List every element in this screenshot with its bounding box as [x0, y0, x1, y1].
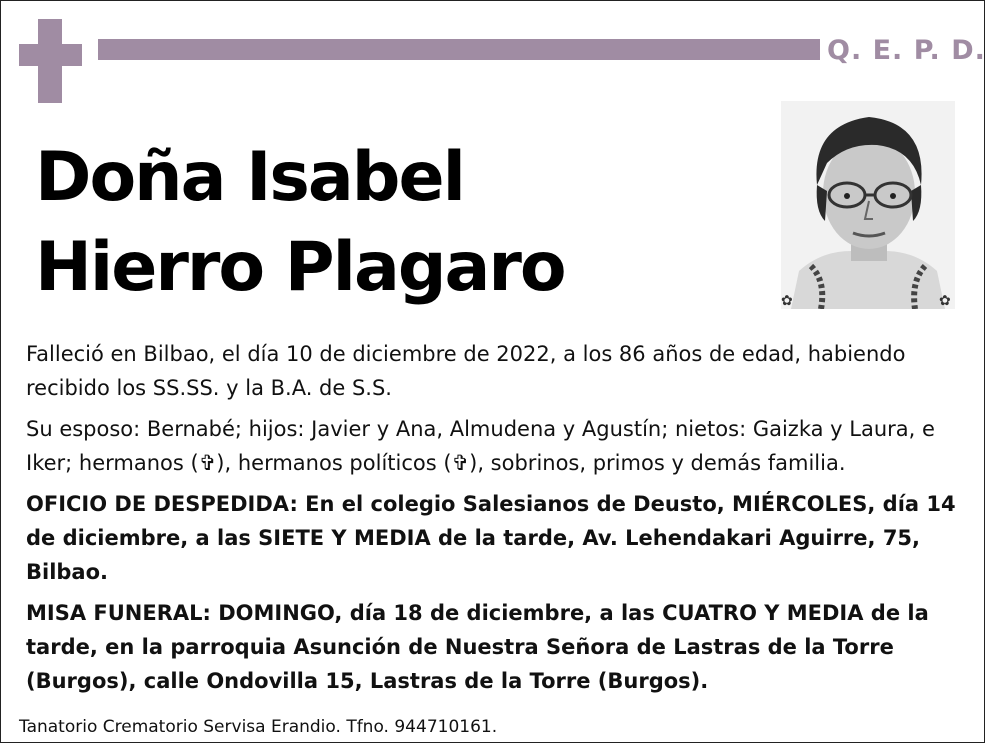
- obituary-text: [26, 337, 956, 705]
- qepd-label: Q. E. P. D.: [827, 35, 986, 66]
- deceased-name: [35, 133, 565, 313]
- deceased-name-line2: Hierro Plagaro: [35, 228, 565, 307]
- cross-icon: [19, 19, 82, 103]
- farewell-service: OFICIO DE DESPEDIDA: En el colegio Salesianos de Deusto, MIÉRCOLES, día 14 de diciembre, a las SIETE Y MEDIA de la tarde, Av. Lehendakari Aguirre, 75, Bilbao.: [26, 492, 956, 584]
- deceased-name-line1: Doña Isabel: [35, 138, 464, 217]
- deceased-photo: [781, 101, 955, 309]
- family-list: Su esposo: Bernabé; hijos: Javier y Ana, Almudena y Agustín; nietos: Gaizka y Laura, e Iker; hermanos (✞), hermanos políticos (✞), sobrinos, primos y demás familia.: [26, 417, 935, 475]
- funeral-mass: MISA FUNERAL: DOMINGO, día 18 de diciembre, a las CUATRO Y MEDIA de la tarde, en la parroquia Asunción de Nuestra Señora de Lastras de la Torre (Burgos), calle Ondovilla 15, Lastras de la Torre (Burgos).: [26, 601, 929, 693]
- funeral-home-footer: Tanatorio Crematorio Servisa Erandio. Tfno. 944710161.: [19, 717, 498, 737]
- death-notice: Falleció en Bilbao, el día 10 de diciembre de 2022, a los 86 años de edad, habiendo recibido los SS.SS. y la B.A. de S.S.: [26, 342, 906, 400]
- header-rule: [98, 39, 820, 60]
- svg-text:✿: ✿: [781, 293, 793, 309]
- svg-text:✿: ✿: [939, 293, 951, 309]
